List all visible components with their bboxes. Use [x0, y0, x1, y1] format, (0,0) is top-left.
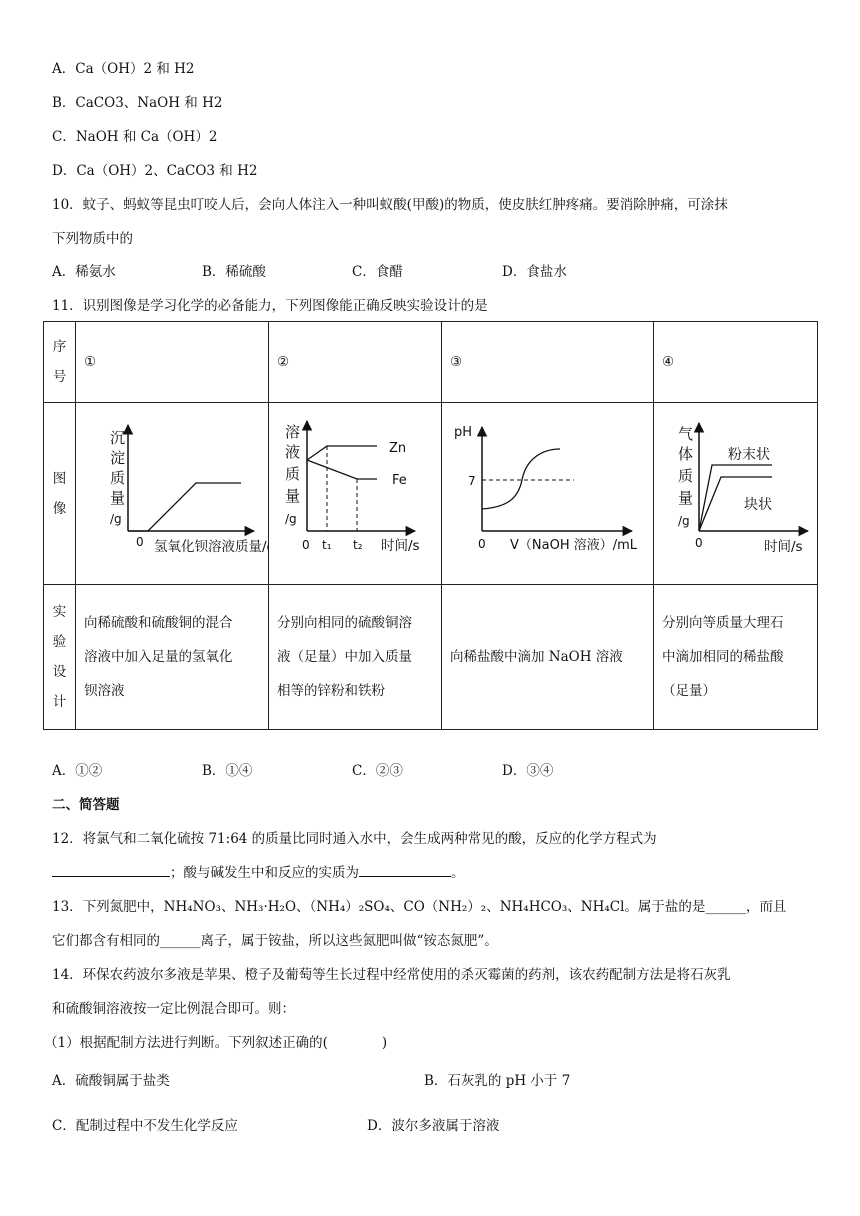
graph-3-xlabel: V（NaOH 溶液）/mL — [510, 538, 638, 553]
graph-4-ylabel-4: 量 — [678, 489, 694, 507]
section-title: 二、简答题 — [52, 797, 120, 813]
design-3: 向稀盐酸中滴加 NaOH 溶液 — [442, 585, 654, 730]
graph-3-curve — [482, 449, 560, 509]
graph-1-ylabel-2: 淀 — [110, 449, 126, 467]
q12-stem-line1: 12．将氯气和二氧化硫按 71:64 的质量比同时通入水中，会生成两种常见的酸，反应的化学方程式为 — [52, 831, 657, 847]
graph-3-origin: 0 — [478, 537, 486, 551]
q11-option-c: C．②③ — [352, 763, 403, 779]
q9-option-d: D．Ca（OH）2、CaCO3 和 H2 — [52, 163, 258, 179]
graph-2-cell — [269, 403, 442, 585]
graph-2-ylabel-3: 质 — [285, 465, 301, 483]
graph-4-ylabel-1: 气 — [678, 425, 694, 443]
q12-stem-line2: ；酸与碱发生中和反应的实质为 。 — [52, 863, 465, 883]
q13-stem-line1: 13．下列氮肥中，NH₄NO₃、NH₃·H₂O、（NH₄）₂SO₄、CO（NH₂）₂、NH₄HCO₃、NH₄Cl。属于盐的是______，而且 — [52, 899, 787, 915]
index-2: ② — [269, 322, 442, 403]
graph-1-curve — [128, 483, 241, 531]
graph-4-origin: 0 — [695, 536, 703, 550]
q10-option-d: D．食盐水 — [502, 264, 567, 280]
graph-4-ylabel-3: 质 — [678, 467, 694, 485]
q11-stem: 11．识别图像是学习化学的必备能力，下列图像能正确反映实验设计的是 — [52, 298, 488, 314]
graph-3 — [442, 403, 654, 571]
q10-option-b: B．稀硫酸 — [202, 264, 266, 280]
graph-2-ylabel-5: /g — [285, 512, 297, 526]
row-label-image: 图 像 — [44, 403, 76, 585]
q14-stem-line2: 和硫酸铜溶液按一定比例混合即可。则： — [52, 1001, 295, 1017]
graph-1-origin: 0 — [136, 535, 144, 549]
q10-stem-line2: 下列物质中的 — [52, 231, 133, 247]
q14-option-b: B．石灰乳的 pH 小于 7 — [424, 1073, 571, 1089]
graph-4-label-powder: 粉末状 — [728, 447, 770, 463]
q11-option-d: D．③④ — [502, 763, 554, 779]
q9-option-a: A．Ca（OH）2 和 H2 — [52, 61, 195, 77]
q11-option-b: B．①④ — [202, 763, 253, 779]
row-label-index: 序 号 — [44, 322, 76, 403]
q9-option-b: B．CaCO3、NaOH 和 H2 — [52, 95, 223, 111]
graph-4-ylabel-5: /g — [678, 514, 690, 528]
index-3: ③ — [442, 322, 654, 403]
graph-2-line-zn — [307, 446, 377, 460]
q9-option-c: C．NaOH 和 Ca（OH）2 — [52, 129, 218, 145]
graph-1 — [76, 403, 269, 571]
q14-stem-line1: 14．环保农药波尔多液是苹果、橙子及葡萄等生长过程中经常使用的杀灭霉菌的药剂，该农药配制方法是将石灰乳 — [52, 967, 731, 983]
graph-2-tick-t2: t₂ — [353, 538, 363, 552]
q10-option-a: A．稀氨水 — [52, 264, 116, 280]
graph-2-label-zn: Zn — [389, 441, 407, 456]
graph-3-tick-7: 7 — [468, 474, 476, 488]
graph-2-xlabel: 时间/s — [381, 538, 420, 554]
graph-2-label-fe: Fe — [392, 473, 407, 488]
q11-table — [43, 321, 818, 730]
q13-stem-line2: 它们都含有相同的______离子，属于铵盐，所以这些氮肥叫做“铵态氮肥”。 — [52, 933, 498, 949]
graph-1-ylabel-5: /g — [110, 512, 122, 526]
graph-2-ylabel-4: 量 — [285, 487, 301, 505]
index-4: ④ — [654, 322, 818, 403]
graph-2 — [269, 403, 442, 571]
q14-option-d: D．波尔多液属于溶液 — [367, 1118, 500, 1134]
q12-blank-2[interactable] — [359, 876, 451, 877]
graph-2-ylabel-2: 液 — [285, 443, 301, 461]
graph-4-cell — [654, 403, 818, 585]
graph-4-xlabel: 时间/s — [764, 539, 803, 555]
graph-1-ylabel-4: 量 — [110, 489, 126, 507]
graph-1-xlabel: 氢氧化钡溶液质量/g — [154, 539, 269, 555]
q14-option-a: A．硫酸铜属于盐类 — [52, 1073, 170, 1089]
q10-stem-line1: 10．蚊子、蚂蚁等昆虫叮咬人后，会向人体注入一种叫蚁酸(甲酸)的物质，使皮肤红肿疼痛。要消除肿痛，可涂抹 — [52, 197, 728, 213]
graph-2-origin: 0 — [302, 538, 310, 552]
graph-2-line-fe — [307, 460, 377, 479]
graph-4-ylabel-2: 体 — [678, 445, 694, 463]
q11-option-a: A．①② — [52, 763, 103, 779]
graph-1-ylabel-1: 沉 — [110, 429, 126, 447]
graph-4-label-lump: 块状 — [744, 497, 772, 513]
graph-1-cell — [76, 403, 269, 585]
graph-3-ylabel: pH — [454, 425, 473, 440]
graph-4 — [654, 403, 818, 571]
design-2: 分别向相同的硫酸铜溶 液（足量）中加入质量 相等的锌粉和铁粉 — [269, 585, 442, 730]
q14-option-c: C．配制过程中不发生化学反应 — [52, 1118, 238, 1134]
graph-2-ylabel-1: 溶 — [285, 423, 301, 441]
q14-sub1: （1）根据配制方法进行判断。下列叙述正确的( ) — [44, 1035, 388, 1051]
design-4: 分别向等质量大理石 中滴加相同的稀盐酸 （足量） — [654, 585, 818, 730]
graph-3-cell — [442, 403, 654, 585]
index-1: ① — [76, 322, 269, 403]
q12-blank-1[interactable] — [52, 876, 170, 877]
design-1: 向稀硫酸和硫酸铜的混合 溶液中加入足量的氢氧化 钡溶液 — [76, 585, 269, 730]
graph-2-tick-t1: t₁ — [322, 538, 332, 552]
row-label-design: 实 验 设 计 — [44, 585, 76, 730]
q10-option-c: C．食醋 — [352, 264, 403, 280]
graph-1-ylabel-3: 质 — [110, 469, 126, 487]
